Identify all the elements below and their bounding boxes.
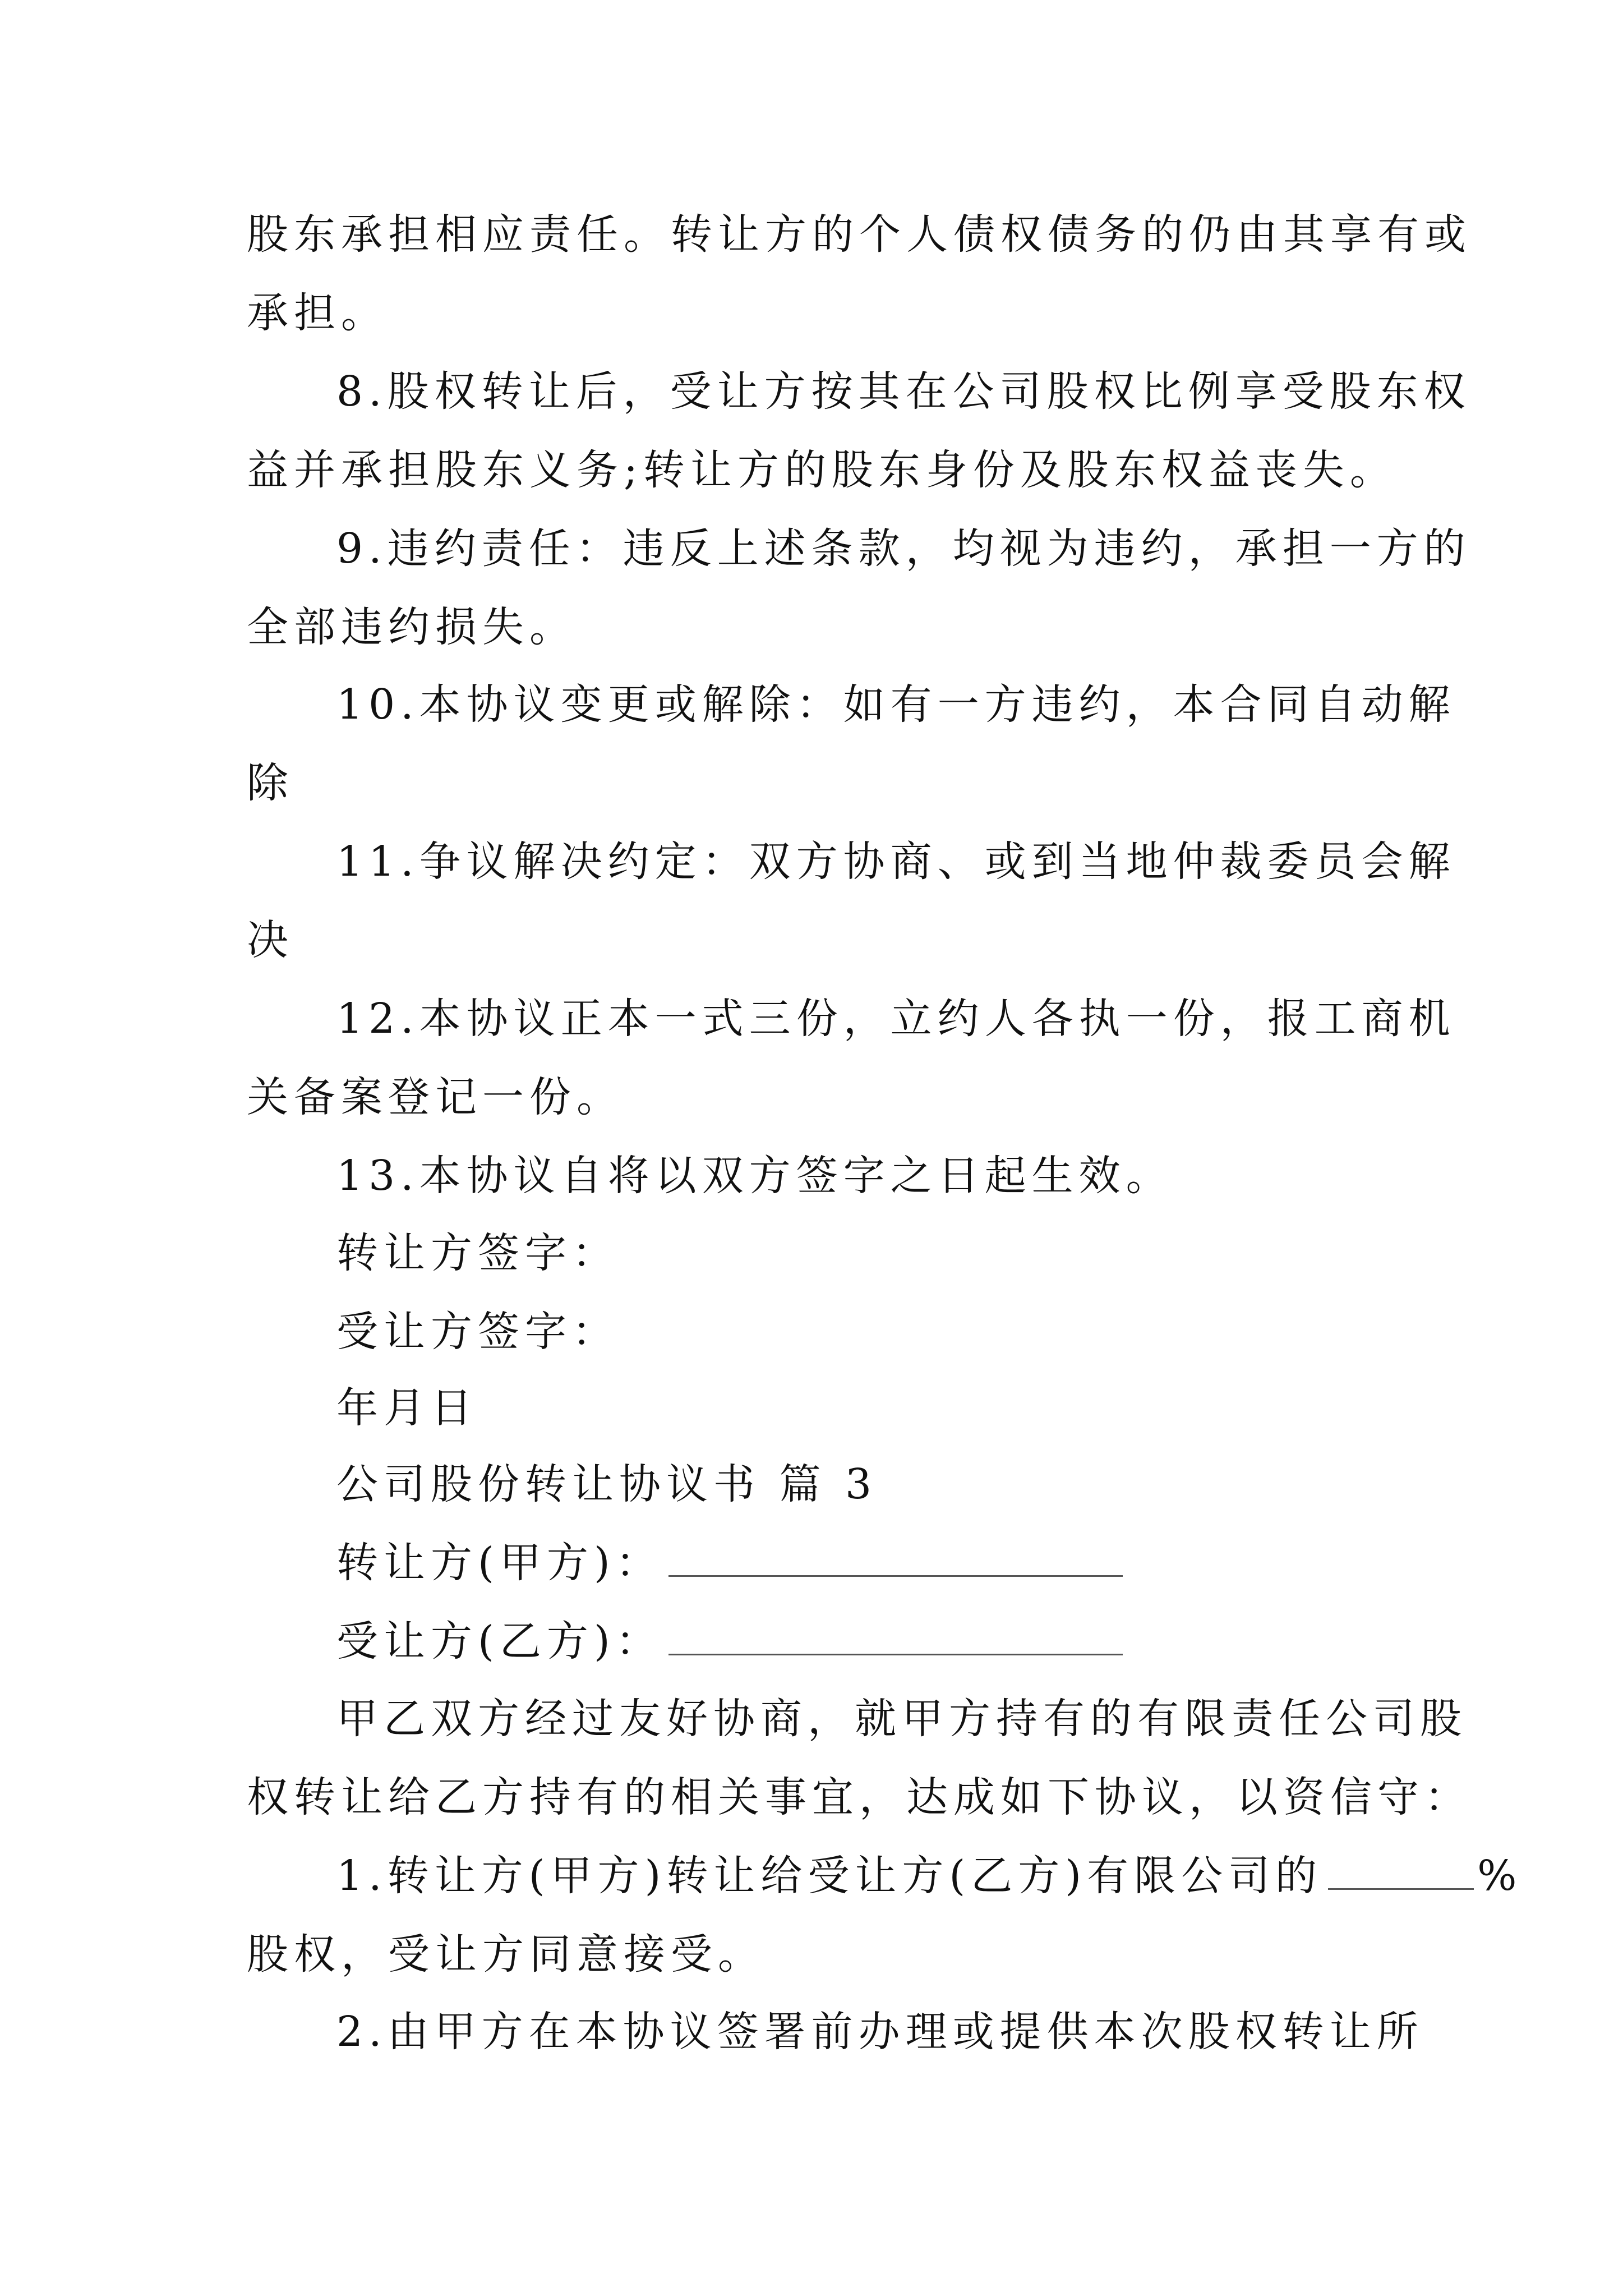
party-a-blank xyxy=(668,1539,1123,1577)
transferee-signature-label: 受让方签字： xyxy=(336,1308,619,1356)
party-b-blank xyxy=(668,1618,1123,1655)
paragraph-line: 除 xyxy=(247,759,294,807)
clause-11-line: 11.争议解决约定：双方协商、或到当地仲裁委员会解 xyxy=(336,838,1456,886)
party-a-line xyxy=(336,1535,1123,1591)
paragraph-line: 权转让给乙方持有的相关事宜，达成如下协议，以资信守： xyxy=(247,1773,1472,1821)
paragraph-line: 关备案登记一份。 xyxy=(247,1073,624,1121)
clause-8-line: 8.股权转让后，受让方按其在公司股权比例享受股东权 xyxy=(336,367,1471,416)
clause-2-line: 2.由甲方在本协议签署前办理或提供本次股权转让所 xyxy=(336,2008,1424,2056)
paragraph-line: 股东承担相应责任。转让方的个人债权债务的仍由其享有或 xyxy=(247,210,1472,259)
paragraph-line: 决 xyxy=(247,916,294,964)
section-title: 公司股份转让协议书 篇 3 xyxy=(336,1460,878,1508)
preamble-line: 甲乙双方经过友好协商，就甲方持有的有限责任公司股 xyxy=(336,1695,1467,1743)
clause-10-line: 10.本协议变更或解除：如有一方违约，本合同自动解 xyxy=(336,680,1456,729)
clause-9-line: 9.违约责任：违反上述条款，均视为违约，承担一方的 xyxy=(336,524,1471,573)
percent-sign: % xyxy=(1477,1852,1517,1900)
clause-1-text: 1.转让方(甲方)转让给受让方(乙方)有限公司的 xyxy=(336,1852,1323,1900)
paragraph-line: 承担。 xyxy=(247,289,388,337)
clause-13-line: 13.本协议自将以双方签字之日起生效。 xyxy=(336,1152,1173,1200)
clause-1-line xyxy=(336,1848,1516,1904)
party-b-line xyxy=(336,1613,1123,1669)
party-a-label: 转让方(甲方)： xyxy=(336,1539,663,1587)
transferor-signature-label: 转让方签字： xyxy=(336,1229,619,1277)
paragraph-line: 益并承担股东义务;转让方的股东身份及股东权益丧失。 xyxy=(247,446,1397,494)
party-b-label: 受让方(乙方)： xyxy=(336,1617,663,1665)
share-percent-blank xyxy=(1328,1852,1474,1890)
date-label: 年月日 xyxy=(336,1384,478,1432)
paragraph-line: 全部违约损失。 xyxy=(247,603,577,651)
clause-12-line: 12.本协议正本一式三份，立约人各执一份，报工商机 xyxy=(336,995,1456,1043)
paragraph-line: 股权，受让方同意接受。 xyxy=(247,1930,765,1978)
